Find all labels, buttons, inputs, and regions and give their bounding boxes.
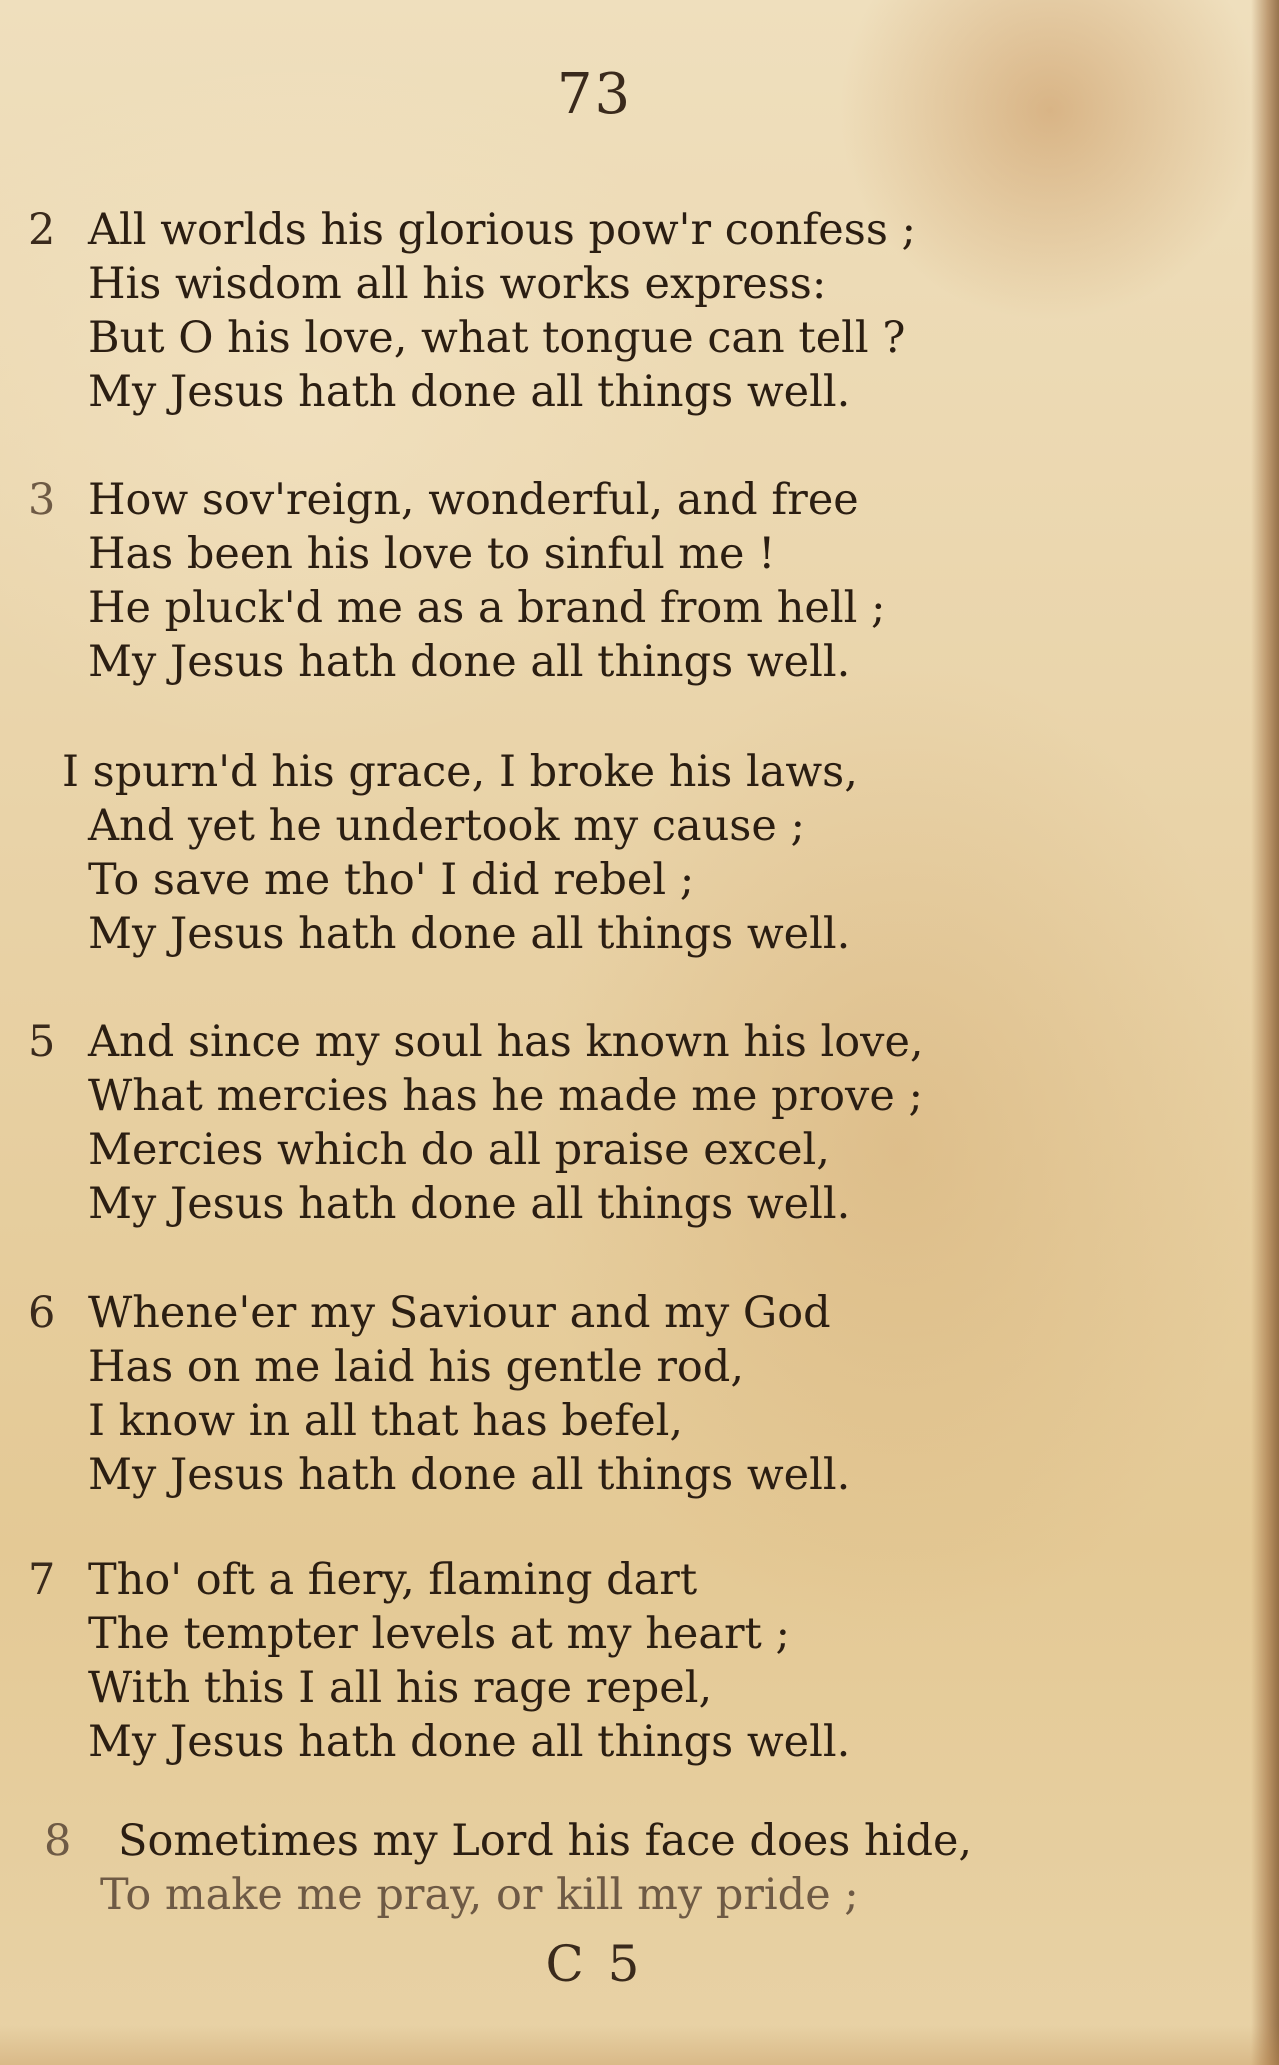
stanza-line bbox=[0, 1394, 1200, 1448]
stanza-number: 3 bbox=[28, 475, 56, 525]
verse-text: To make me pray, or kill my pride ; bbox=[100, 1870, 859, 1920]
stanza-number: 7 bbox=[28, 1555, 56, 1605]
verse-text: I know in all that has befel, bbox=[88, 1396, 684, 1446]
stanza-line bbox=[0, 1553, 1200, 1607]
page-edge-shadow bbox=[1251, 0, 1279, 2065]
stanza-8 bbox=[0, 1814, 1200, 1922]
verse-text: Has on me laid his gentle rod, bbox=[88, 1342, 744, 1392]
verse-text: Has been his love to sinful me ! bbox=[88, 529, 776, 579]
verse-text: And since my soul has known his love, bbox=[88, 1017, 924, 1067]
stanza-line bbox=[0, 1069, 1200, 1123]
stanza-line bbox=[0, 1340, 1200, 1394]
stanza-4 bbox=[0, 745, 1200, 961]
stanza-line bbox=[0, 473, 1200, 527]
verse-text: My Jesus hath done all things well. bbox=[88, 637, 851, 687]
verse-text: Sometimes my Lord his face does hide, bbox=[118, 1816, 973, 1866]
stanza-line bbox=[0, 1177, 1200, 1231]
stanza-line bbox=[0, 853, 1200, 907]
stanza-number: 2 bbox=[28, 205, 56, 255]
verse-text: And yet he undertook my cause ; bbox=[88, 801, 805, 851]
stanza-line bbox=[0, 527, 1200, 581]
stanza-line bbox=[0, 799, 1200, 853]
stanza-line bbox=[0, 1661, 1200, 1715]
stanza-line bbox=[0, 257, 1200, 311]
verse-text: What mercies has he made me prove ; bbox=[88, 1071, 923, 1121]
stanza-line bbox=[0, 1715, 1200, 1769]
verse-text: How sov'reign, wonderful, and free bbox=[88, 475, 859, 525]
stanza-2 bbox=[0, 203, 1200, 419]
verse-text: My Jesus hath done all things well. bbox=[88, 1179, 851, 1229]
stanza-line bbox=[0, 581, 1200, 635]
stanza-line bbox=[0, 311, 1200, 365]
stanza-line bbox=[0, 1814, 1200, 1868]
verse-text: The tempter levels at my heart ; bbox=[88, 1609, 790, 1659]
verse-text: My Jesus hath done all things well. bbox=[88, 909, 851, 959]
stanza-5 bbox=[0, 1015, 1200, 1231]
stanza-number: 5 bbox=[28, 1017, 56, 1067]
stanza-line bbox=[0, 1868, 1200, 1922]
verse-text: With this I all his rage repel, bbox=[88, 1663, 713, 1713]
verse-text: My Jesus hath done all things well. bbox=[88, 367, 851, 417]
stanza-line bbox=[0, 1123, 1200, 1177]
verse-text: I spurn'd his grace, I broke his laws, bbox=[62, 747, 858, 797]
stanza-line bbox=[0, 1448, 1200, 1502]
page-bottom-shade bbox=[0, 2025, 1279, 2065]
stanza-number: 8 bbox=[44, 1816, 72, 1866]
verse-text: My Jesus hath done all things well. bbox=[88, 1717, 851, 1767]
verse-text: His wisdom all his works express: bbox=[88, 259, 827, 309]
stanza-line bbox=[0, 635, 1200, 689]
stanza-line bbox=[0, 907, 1200, 961]
verse-text: Mercies which do all praise excel, bbox=[88, 1125, 830, 1175]
stanza-line bbox=[0, 1607, 1200, 1661]
signature-mark: C 5 bbox=[545, 1935, 644, 1993]
verse-text: My Jesus hath done all things well. bbox=[88, 1450, 851, 1500]
stanza-number: 6 bbox=[28, 1288, 56, 1338]
stanza-6 bbox=[0, 1286, 1200, 1502]
stanza-3 bbox=[0, 473, 1200, 689]
verse-text: Tho' oft a fiery, flaming dart bbox=[88, 1555, 698, 1605]
stanza-line bbox=[0, 745, 1200, 799]
stanza-line bbox=[0, 365, 1200, 419]
verse-text: He pluck'd me as a brand from hell ; bbox=[88, 583, 886, 633]
verse-text: But O his love, what tongue can tell ? bbox=[88, 313, 906, 363]
stanza-line bbox=[0, 203, 1200, 257]
stanza-line bbox=[0, 1286, 1200, 1340]
page-number: 73 bbox=[556, 62, 633, 127]
verse-text: Whene'er my Saviour and my God bbox=[88, 1288, 831, 1338]
verse-text: To save me tho' I did rebel ; bbox=[88, 855, 695, 905]
stanza-7 bbox=[0, 1553, 1200, 1769]
stanza-line bbox=[0, 1015, 1200, 1069]
verse-text: All worlds his glorious pow'r confess ; bbox=[88, 205, 917, 255]
